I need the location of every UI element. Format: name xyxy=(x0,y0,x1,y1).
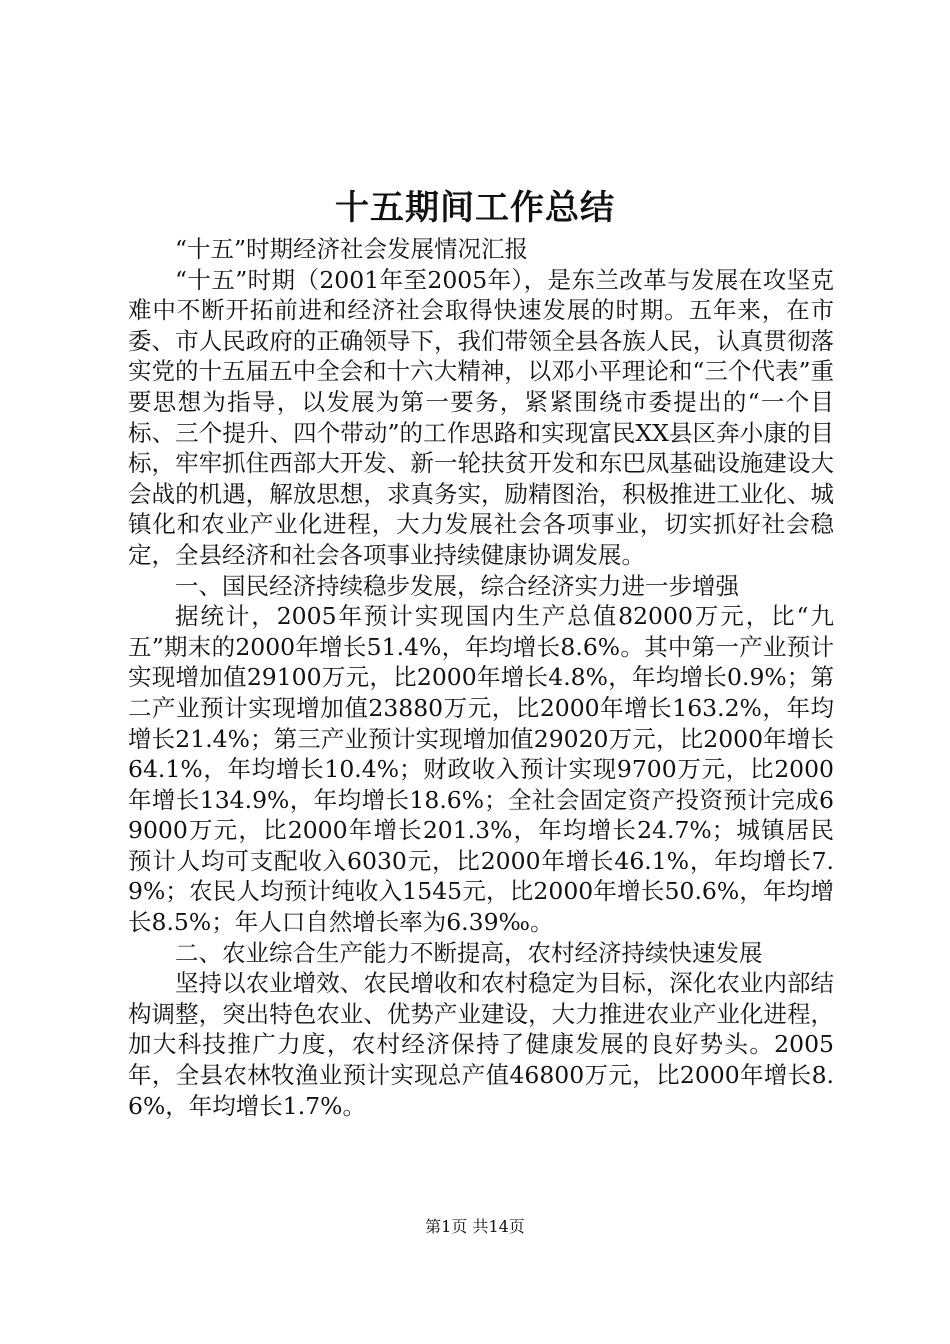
section-heading-economy: 一、国民经济持续稳步发展，综合经济实力进一步增强 xyxy=(175,571,739,600)
economy-paragraph: 据统计，2005年预计实现国内生产总值82000万元，比“九五”期末的2000年增长51.4%，年均增长8.6%。其中第一产业预计实现增加值29100万元，比2000年增长4.8%，年均增长0.9%；第二产业预计实现增加值23880万元，比2000年增长163.2%，年均增长21.4%；第三产业预计实现增加值29020万元，比2000年增长64.1%，年均增长10.4%；财政收入预计实现9700万元，比2000年增长134.9%，年均增长18.6%；全社会固定资产投资预计完成69000万元，比2000年增长201.3%，年均增长24.7%；城镇居民预计人均可支配收入6030元，比2000年增长46.1%，年均增长7.9%；农民人均预计纯收入1545元，比2000年增长50.6%，年均增长8.5%；年人口自然增长率为6.39‰。 xyxy=(128,602,834,937)
intro-paragraph: “十五”时期（2001年至2005年），是东兰改革与发展在攻坚克难中不断开拓前进和经济社会取得快速发展的时期。五年来，在市委、市人民政府的正确领导下，我们带领全县各族人民，认真贯彻落实党的十五届五中全会和十六大精神，以邓小平理论和“三个代表”重要思想为指导，以发展为第一要务，紧紧围绕市委提出的“一个目标、三个提升、四个带动”的工作思路和实现富民XX县区奔小康的目标，牢牢抓住西部大开发、新一轮扶贫开发和东巴凤基础设施建设大会战的机遇，解放思想，求真务实，励精图治，积极推进工业化、城镇化和农业产业化进程，大力发展社会各项事业，切实抓好社会稳定，全县经济和社会各项事业持续健康协调发展。 xyxy=(128,265,834,569)
agriculture-paragraph: 坚持以农业增效、农民增收和农村稳定为目标，深化农业内部结构调整，突出特色农业、优势产业建设，大力推进农业产业化进程，加大科技推广力度，农村经济保持了健康发展的良好势头。2005年，全县农林牧渔业预计实现总产值46800万元，比2000年增长8.6%，年均增长1.7%。 xyxy=(128,969,834,1120)
section-heading-agriculture: 二、农业综合生产能力不断提高，农村经济持续快速发展 xyxy=(175,938,763,967)
page-number-footer: 第1页 共14页 xyxy=(425,1217,525,1236)
subtitle-paragraph: “十五”时期经济社会发展情况汇报 xyxy=(175,235,529,263)
document-title: 十五期间工作总结 xyxy=(335,188,615,228)
document-body xyxy=(128,234,834,1121)
